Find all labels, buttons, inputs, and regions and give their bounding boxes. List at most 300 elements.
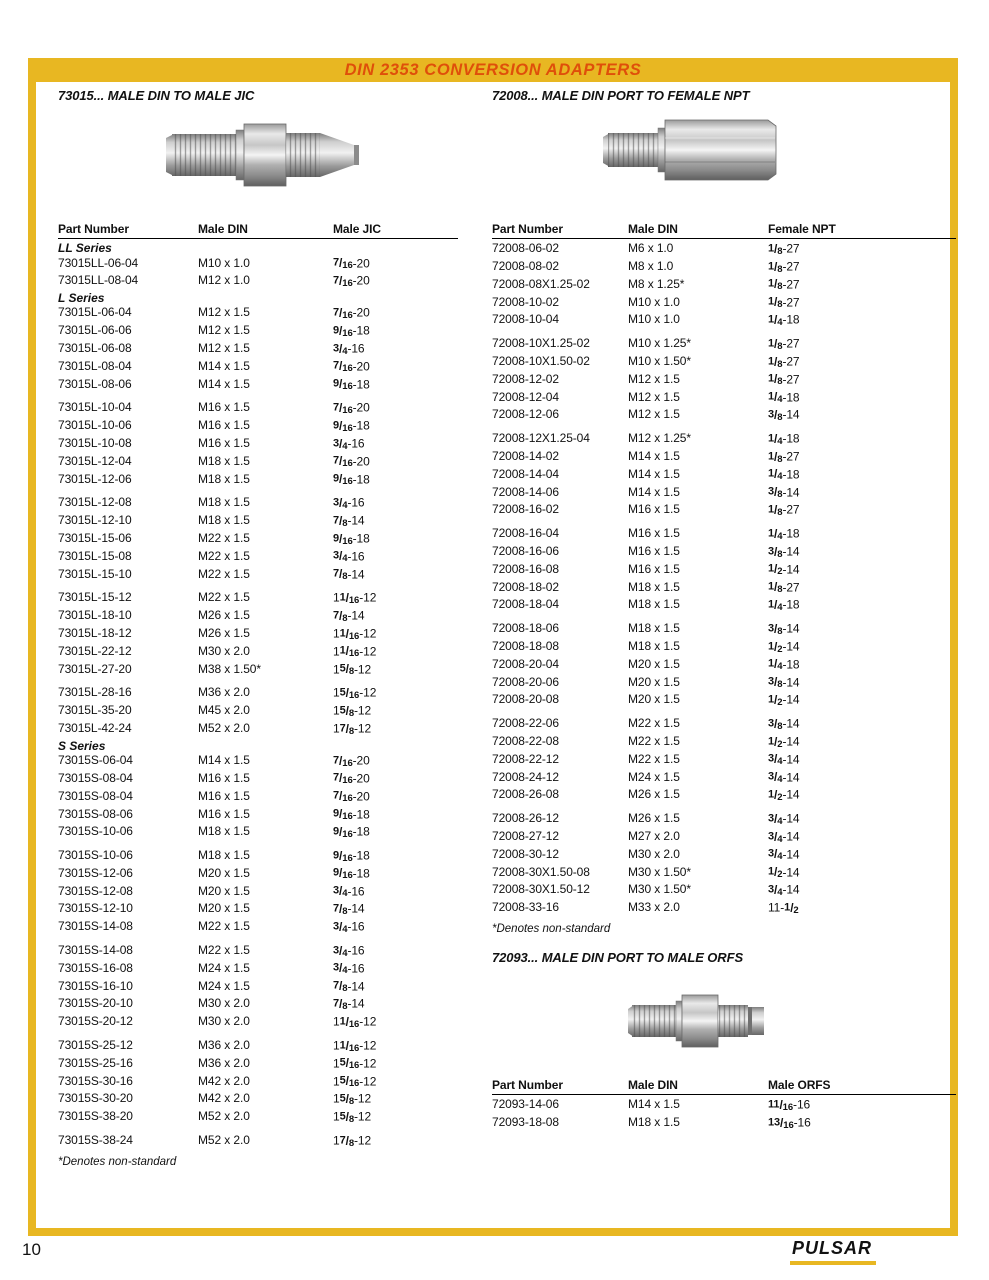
table-cell: 73015LL-08-04 bbox=[58, 273, 139, 288]
table-cell: M26 x 1.5 bbox=[628, 787, 680, 802]
table-cell: M30 x 2.0 bbox=[198, 643, 250, 658]
table-cell: M18 x 1.5 bbox=[628, 621, 680, 636]
fitting-72093-photo bbox=[622, 978, 772, 1069]
table-cell: M20 x 1.5 bbox=[628, 656, 680, 671]
table-cell: 73015L-18-10 bbox=[58, 608, 132, 623]
table-cell: 7/8-14 bbox=[333, 567, 365, 583]
table-cell: 72008-16-04 bbox=[492, 526, 559, 541]
column-header: Male JIC bbox=[333, 222, 381, 236]
section-72008-heading: 72008... MALE DIN PORT TO FEMALE NPT bbox=[492, 88, 750, 103]
column-header: Part Number bbox=[58, 222, 129, 236]
table-row bbox=[492, 502, 956, 520]
table-cell: 1/8-27 bbox=[768, 354, 800, 370]
table-cell: M30 x 1.50* bbox=[628, 864, 691, 879]
table-cell: M30 x 1.50* bbox=[628, 882, 691, 897]
frame-bottom-bar bbox=[28, 1228, 958, 1236]
table-cell: M14 x 1.5 bbox=[198, 358, 250, 373]
table-cell: M18 x 1.5 bbox=[628, 597, 680, 612]
table-cell: 73015L-27-20 bbox=[58, 661, 132, 676]
table-cell: M16 x 1.5 bbox=[198, 418, 250, 433]
table-cell: M20 x 1.5 bbox=[198, 901, 250, 916]
table-row bbox=[492, 734, 956, 752]
column-header: Male DIN bbox=[198, 222, 248, 236]
table-row bbox=[492, 900, 956, 918]
table-row bbox=[58, 1056, 458, 1074]
table-cell: M22 x 1.5 bbox=[198, 943, 250, 958]
table-cell: 3/8-14 bbox=[768, 485, 800, 501]
table-cell: 7/16-20 bbox=[333, 771, 370, 787]
table-row bbox=[492, 485, 956, 503]
table-cell: M18 x 1.5 bbox=[628, 639, 680, 654]
table-cell: 11-1/2 bbox=[768, 900, 799, 916]
table-cell: M12 x 1.5 bbox=[628, 371, 680, 386]
table-header-row bbox=[58, 222, 458, 239]
table-cell: 72008-26-08 bbox=[492, 787, 559, 802]
table-row bbox=[492, 562, 956, 580]
table-cell: M22 x 1.5 bbox=[198, 548, 250, 563]
table-cell: 1/2-14 bbox=[768, 734, 800, 750]
table-cell: 1/2-14 bbox=[768, 692, 800, 708]
table-cell: 72008-08X1.25-02 bbox=[492, 276, 590, 291]
table-cell: M18 x 1.5 bbox=[198, 513, 250, 528]
table-row bbox=[492, 580, 956, 598]
table-cell: 72008-10-04 bbox=[492, 312, 559, 327]
table-cell: 15/8-12 bbox=[333, 1109, 372, 1125]
series-label: LL Series bbox=[58, 241, 112, 256]
table-cell: 3/4-14 bbox=[768, 847, 800, 863]
table-cell: 7/16-20 bbox=[333, 359, 370, 375]
frame-left-bar bbox=[28, 58, 36, 1236]
table-cell: 73015L-12-04 bbox=[58, 453, 132, 468]
table-row bbox=[58, 1038, 458, 1056]
table-cell: M36 x 2.0 bbox=[198, 1055, 250, 1070]
table-cell: M12 x 1.25* bbox=[628, 431, 691, 446]
table-row bbox=[58, 1091, 458, 1109]
table-cell: 7/16-20 bbox=[333, 305, 370, 321]
table-cell: 73015L-22-12 bbox=[58, 643, 132, 658]
table-cell: 3/8-14 bbox=[768, 544, 800, 560]
table-cell: 73015L-06-08 bbox=[58, 341, 132, 356]
table-row bbox=[58, 807, 458, 825]
table-row bbox=[492, 811, 956, 829]
table-cell: 1/2-14 bbox=[768, 639, 800, 655]
table-cell: 9/16-18 bbox=[333, 824, 370, 840]
table-row bbox=[492, 787, 956, 805]
table-cell: 17/8-12 bbox=[333, 721, 372, 737]
table-cell: 72008-22-08 bbox=[492, 734, 559, 749]
table-cell: M30 x 2.0 bbox=[198, 996, 250, 1011]
table-header-row bbox=[492, 222, 956, 239]
table-cell: 1/8-27 bbox=[768, 336, 800, 352]
table-cell: 17/8-12 bbox=[333, 1133, 372, 1149]
table-cell: M26 x 1.5 bbox=[628, 811, 680, 826]
table-cell: M22 x 1.5 bbox=[628, 716, 680, 731]
table-cell: M33 x 2.0 bbox=[628, 900, 680, 915]
table-cell: M20 x 1.5 bbox=[628, 692, 680, 707]
table-cell: M22 x 1.5 bbox=[198, 531, 250, 546]
table-cell: 72008-30X1.50-12 bbox=[492, 882, 590, 897]
table-cell: 73015S-14-08 bbox=[58, 943, 133, 958]
table-row bbox=[58, 961, 458, 979]
table-row bbox=[492, 467, 956, 485]
table-row bbox=[58, 943, 458, 961]
table-cell: M20 x 1.5 bbox=[198, 883, 250, 898]
column-header: Part Number bbox=[492, 1077, 563, 1092]
table-cell: 73015S-10-06 bbox=[58, 848, 133, 863]
table-cell: 72008-20-08 bbox=[492, 692, 559, 707]
table-cell: 73015S-20-12 bbox=[58, 1014, 133, 1029]
table-cell: M27 x 2.0 bbox=[628, 829, 680, 843]
series-label: L Series bbox=[58, 291, 105, 306]
table-cell: M18 x 1.5 bbox=[628, 579, 680, 594]
table-cell: 72008-12-02 bbox=[492, 371, 559, 386]
footnote: *Denotes non-standard bbox=[492, 922, 611, 935]
table-cell: 9/16-18 bbox=[333, 418, 370, 434]
table-row bbox=[58, 662, 458, 680]
table-row bbox=[492, 829, 956, 847]
table-cell: M16 x 1.5 bbox=[628, 544, 680, 559]
table-row bbox=[492, 336, 956, 354]
table-cell: 15/8-12 bbox=[333, 1091, 372, 1107]
table-row bbox=[58, 1109, 458, 1127]
table-72008 bbox=[492, 222, 956, 936]
table-row bbox=[58, 1074, 458, 1092]
table-row bbox=[492, 372, 956, 390]
table-cell: 73015S-25-12 bbox=[58, 1038, 133, 1053]
table-cell: 73015S-12-06 bbox=[58, 865, 133, 880]
table-row bbox=[58, 359, 458, 377]
table-cell: 1/8-27 bbox=[768, 259, 800, 275]
column-header: Male DIN bbox=[628, 1077, 678, 1092]
table-row bbox=[492, 449, 956, 467]
table-row bbox=[58, 626, 458, 644]
table-row bbox=[58, 495, 458, 513]
table-row bbox=[58, 436, 458, 454]
table-row bbox=[492, 241, 956, 259]
column-header: Part Number bbox=[492, 222, 563, 236]
table-cell: 72008-22-12 bbox=[492, 751, 559, 766]
table-row bbox=[58, 721, 458, 739]
table-cell: M45 x 2.0 bbox=[198, 703, 250, 718]
table-cell: 3/4-16 bbox=[333, 436, 365, 452]
table-row bbox=[492, 716, 956, 734]
table-cell: 3/4-16 bbox=[333, 919, 365, 935]
table-cell: M18 x 1.5 bbox=[198, 824, 250, 839]
table-row bbox=[492, 675, 956, 693]
table-cell: 3/4-16 bbox=[333, 495, 365, 511]
table-cell: 3/4-16 bbox=[333, 884, 365, 900]
table-row bbox=[58, 753, 458, 771]
table-row bbox=[492, 639, 956, 657]
table-cell: 73015S-10-06 bbox=[58, 824, 133, 839]
table-cell: M22 x 1.5 bbox=[198, 919, 250, 934]
table-cell: 72008-18-02 bbox=[492, 579, 559, 594]
table-cell: 73015S-16-08 bbox=[58, 960, 133, 975]
table-cell: 72008-22-06 bbox=[492, 716, 559, 731]
table-row bbox=[58, 884, 458, 902]
table-row bbox=[58, 1133, 458, 1151]
table-row bbox=[492, 526, 956, 544]
table-cell: 1/4-18 bbox=[768, 390, 800, 406]
table-cell: 11/16-16 bbox=[768, 1097, 811, 1113]
table-cell: 15/16-12 bbox=[333, 1074, 377, 1090]
table-cell: 1/8-27 bbox=[768, 580, 800, 596]
table-cell: M14 x 1.5 bbox=[628, 449, 680, 464]
table-cell: M16 x 1.5 bbox=[628, 561, 680, 576]
table-cell: 73015S-08-06 bbox=[58, 806, 133, 821]
table-cell: 73015L-10-08 bbox=[58, 436, 132, 451]
table-cell: 7/8-14 bbox=[333, 996, 365, 1012]
table-cell: 73015S-30-16 bbox=[58, 1073, 133, 1088]
table-cell: M22 x 1.5 bbox=[628, 751, 680, 766]
table-cell: 15/8-12 bbox=[333, 703, 372, 719]
table-cell: M14 x 1.5 bbox=[198, 753, 250, 768]
table-cell: 72093-14-06 bbox=[492, 1097, 559, 1112]
table-cell: 3/4-14 bbox=[768, 811, 800, 827]
table-row bbox=[58, 472, 458, 490]
table-row bbox=[58, 323, 458, 341]
table-cell: 15/16-12 bbox=[333, 1056, 377, 1072]
table-cell: M8 x 1.25* bbox=[628, 276, 685, 291]
table-cell: M16 x 1.5 bbox=[628, 502, 680, 517]
table-cell: M12 x 1.5 bbox=[628, 407, 680, 422]
table-header-row bbox=[492, 1078, 956, 1095]
table-cell: 73015S-25-16 bbox=[58, 1055, 133, 1070]
fitting-72008-photo bbox=[596, 106, 786, 199]
table-cell: M24 x 1.5 bbox=[198, 978, 250, 993]
table-cell: 72008-06-02 bbox=[492, 241, 559, 256]
column-header: Male DIN bbox=[628, 222, 678, 236]
table-cell: 15/16-12 bbox=[333, 685, 377, 701]
table-cell: 1/2-14 bbox=[768, 787, 800, 803]
table-cell: 3/8-14 bbox=[768, 675, 800, 691]
table-cell: 73015S-12-08 bbox=[58, 883, 133, 898]
table-cell: 72008-08-02 bbox=[492, 259, 559, 274]
table-cell: 72008-16-08 bbox=[492, 561, 559, 576]
table-cell: M14 x 1.5 bbox=[628, 1097, 680, 1112]
table-cell: M14 x 1.5 bbox=[198, 376, 250, 391]
table-cell: M22 x 1.5 bbox=[628, 734, 680, 749]
table-cell: 72008-18-08 bbox=[492, 639, 559, 654]
table-cell: M16 x 1.5 bbox=[198, 400, 250, 415]
page-number: 10 bbox=[22, 1240, 41, 1259]
table-cell: 72008-12-04 bbox=[492, 389, 559, 404]
table-cell: 72008-14-02 bbox=[492, 449, 559, 464]
table-cell: 11/16-12 bbox=[333, 590, 377, 606]
table-cell: 72008-12X1.25-04 bbox=[492, 431, 590, 446]
table-row bbox=[58, 341, 458, 359]
table-cell: 73015L-15-06 bbox=[58, 531, 132, 546]
table-cell: 3/8-14 bbox=[768, 716, 800, 732]
table-row bbox=[58, 866, 458, 884]
table-cell: M52 x 2.0 bbox=[198, 1109, 250, 1124]
table-row bbox=[58, 703, 458, 721]
section-72093-heading: 72093... MALE DIN PORT TO MALE ORFS bbox=[492, 949, 744, 965]
table-cell: 3/4-14 bbox=[768, 752, 800, 768]
table-cell: M36 x 2.0 bbox=[198, 685, 250, 700]
male-din-male-jic-fitting-image bbox=[158, 104, 373, 204]
table-cell: 1/2-14 bbox=[768, 562, 800, 578]
table-cell: M8 x 1.0 bbox=[628, 259, 674, 274]
table-row bbox=[58, 996, 458, 1014]
table-cell: 9/16-18 bbox=[333, 472, 370, 488]
column-header: Male ORFS bbox=[768, 1077, 831, 1092]
table-row bbox=[58, 848, 458, 866]
table-cell: M12 x 1.0 bbox=[198, 273, 250, 288]
table-row bbox=[58, 771, 458, 789]
table-cell: M52 x 2.0 bbox=[198, 721, 250, 736]
fitting-73015-photo bbox=[158, 104, 373, 209]
table-row bbox=[58, 824, 458, 842]
table-cell: M24 x 1.5 bbox=[198, 960, 250, 975]
table-cell: M10 x 1.0 bbox=[628, 312, 680, 327]
table-row bbox=[58, 1014, 458, 1032]
table-cell: M14 x 1.5 bbox=[628, 484, 680, 499]
table-cell: M6 x 1.0 bbox=[628, 241, 674, 256]
table-cell: 9/16-18 bbox=[333, 323, 370, 339]
table-cell: M22 x 1.5 bbox=[198, 566, 250, 581]
table-cell: 73015L-08-06 bbox=[58, 376, 132, 391]
table-row bbox=[58, 513, 458, 531]
table-row bbox=[492, 295, 956, 313]
table-cell: 3/4-14 bbox=[768, 829, 800, 845]
table-cell: M12 x 1.5 bbox=[198, 323, 250, 338]
table-row bbox=[58, 979, 458, 997]
table-row bbox=[492, 692, 956, 710]
table-cell: 3/4-16 bbox=[333, 961, 365, 977]
table-cell: M18 x 1.5 bbox=[628, 1115, 680, 1130]
table-cell: 3/8-14 bbox=[768, 407, 800, 423]
table-cell: M20 x 1.5 bbox=[628, 674, 680, 689]
table-72093 bbox=[492, 1078, 956, 1133]
table-row bbox=[58, 590, 458, 608]
table-cell: 9/16-18 bbox=[333, 807, 370, 822]
table-cell: 9/16-18 bbox=[333, 377, 370, 393]
table-cell: 72008-10-02 bbox=[492, 294, 559, 309]
table-row bbox=[492, 544, 956, 562]
table-cell: 1/4-18 bbox=[768, 657, 800, 673]
table-cell: 7/8-14 bbox=[333, 979, 365, 995]
table-row bbox=[492, 882, 956, 900]
table-cell: 73015L-06-04 bbox=[58, 305, 132, 320]
table-cell: M10 x 1.0 bbox=[628, 294, 680, 309]
table-cell: 73015S-30-20 bbox=[58, 1091, 133, 1106]
table-cell: 73015L-18-12 bbox=[58, 626, 132, 641]
table-cell: M26 x 1.5 bbox=[198, 608, 250, 623]
table-cell: 72008-27-12 bbox=[492, 829, 559, 843]
table-row bbox=[492, 312, 956, 330]
table-cell: M16 x 1.5 bbox=[198, 788, 250, 803]
table-cell: M14 x 1.5 bbox=[628, 466, 680, 481]
table-cell: 72008-20-06 bbox=[492, 674, 559, 689]
table-cell: M16 x 1.5 bbox=[198, 436, 250, 451]
table-cell: M10 x 1.50* bbox=[628, 354, 691, 369]
table-row bbox=[58, 305, 458, 323]
column-header: Female NPT bbox=[768, 222, 836, 236]
table-cell: M42 x 2.0 bbox=[198, 1073, 250, 1088]
table-cell: 73015L-42-24 bbox=[58, 721, 132, 736]
table-cell: 9/16-18 bbox=[333, 848, 370, 864]
male-din-male-orfs-fitting-image bbox=[622, 978, 772, 1064]
footnote: *Denotes non-standard bbox=[58, 1155, 177, 1168]
table-cell: 7/16-20 bbox=[333, 454, 370, 470]
table-cell: 1/4-18 bbox=[768, 312, 800, 328]
table-cell: 72008-10X1.25-02 bbox=[492, 336, 590, 351]
table-cell: 72008-12-06 bbox=[492, 407, 559, 422]
table-cell: 1/8-27 bbox=[768, 372, 800, 388]
table-row bbox=[58, 685, 458, 703]
table-cell: 7/16-20 bbox=[333, 400, 370, 416]
table-row bbox=[58, 608, 458, 626]
table-cell: 9/16-18 bbox=[333, 866, 370, 882]
male-din-female-npt-fitting-image bbox=[596, 106, 786, 194]
table-cell: M24 x 1.5 bbox=[628, 769, 680, 784]
table-cell: M10 x 1.25* bbox=[628, 336, 691, 351]
table-cell: 73015L-12-08 bbox=[58, 495, 132, 510]
table-cell: 72008-30X1.50-08 bbox=[492, 864, 590, 879]
table-cell: 72008-30-12 bbox=[492, 846, 559, 861]
table-cell: 72008-18-04 bbox=[492, 597, 559, 612]
table-cell: 1/8-27 bbox=[768, 295, 800, 311]
table-row bbox=[58, 400, 458, 418]
table-cell: 7/16-20 bbox=[333, 256, 370, 272]
table-cell: 72008-10X1.50-02 bbox=[492, 354, 590, 369]
table-cell: 73015L-08-04 bbox=[58, 358, 132, 373]
table-cell: M30 x 2.0 bbox=[198, 1014, 250, 1029]
table-row bbox=[492, 1097, 956, 1115]
table-row bbox=[492, 621, 956, 639]
table-cell: 1/8-27 bbox=[768, 241, 800, 257]
table-row bbox=[492, 657, 956, 675]
table-cell: M10 x 1.0 bbox=[198, 255, 250, 270]
table-cell: 73015S-20-10 bbox=[58, 996, 133, 1011]
table-cell: 11/16-12 bbox=[333, 626, 377, 642]
table-cell: 73015S-16-10 bbox=[58, 978, 133, 993]
table-row bbox=[58, 567, 458, 585]
table-cell: 73015S-14-08 bbox=[58, 919, 133, 934]
table-cell: 7/8-14 bbox=[333, 901, 365, 917]
table-cell: 9/16-18 bbox=[333, 531, 370, 547]
table-cell: 1/8-27 bbox=[768, 502, 800, 518]
table-row bbox=[58, 549, 458, 567]
table-cell: M22 x 1.5 bbox=[198, 590, 250, 605]
table-cell: 73015L-12-10 bbox=[58, 513, 132, 528]
banner-title: DIN 2353 CONVERSION ADAPTERS bbox=[344, 60, 642, 79]
table-cell: 13/16-16 bbox=[768, 1115, 811, 1131]
table-cell: M20 x 1.5 bbox=[198, 865, 250, 880]
table-cell: 73015L-10-06 bbox=[58, 418, 132, 433]
table-cell: 73015L-10-04 bbox=[58, 400, 132, 415]
table-cell: M16 x 1.5 bbox=[198, 806, 250, 821]
table-cell: 7/16-20 bbox=[333, 789, 370, 805]
table-cell: 11/16-12 bbox=[333, 1014, 377, 1030]
table-cell: M16 x 1.5 bbox=[628, 526, 680, 541]
table-cell: M26 x 1.5 bbox=[198, 626, 250, 641]
table-cell: M42 x 2.0 bbox=[198, 1091, 250, 1106]
table-row bbox=[58, 901, 458, 919]
table-cell: 72008-14-04 bbox=[492, 466, 559, 481]
table-cell: 73015L-15-10 bbox=[58, 566, 132, 581]
table-row bbox=[58, 789, 458, 807]
table-cell: 73015S-06-04 bbox=[58, 753, 133, 768]
table-cell: 3/4-16 bbox=[333, 549, 365, 565]
table-cell: 7/8-14 bbox=[333, 608, 365, 624]
table-cell: 1/2-14 bbox=[768, 865, 800, 881]
table-cell: 15/8-12 bbox=[333, 662, 372, 678]
table-cell: 73015L-06-06 bbox=[58, 323, 132, 338]
table-cell: M18 x 1.5 bbox=[198, 848, 250, 863]
table-cell: 11/16-12 bbox=[333, 1038, 377, 1054]
